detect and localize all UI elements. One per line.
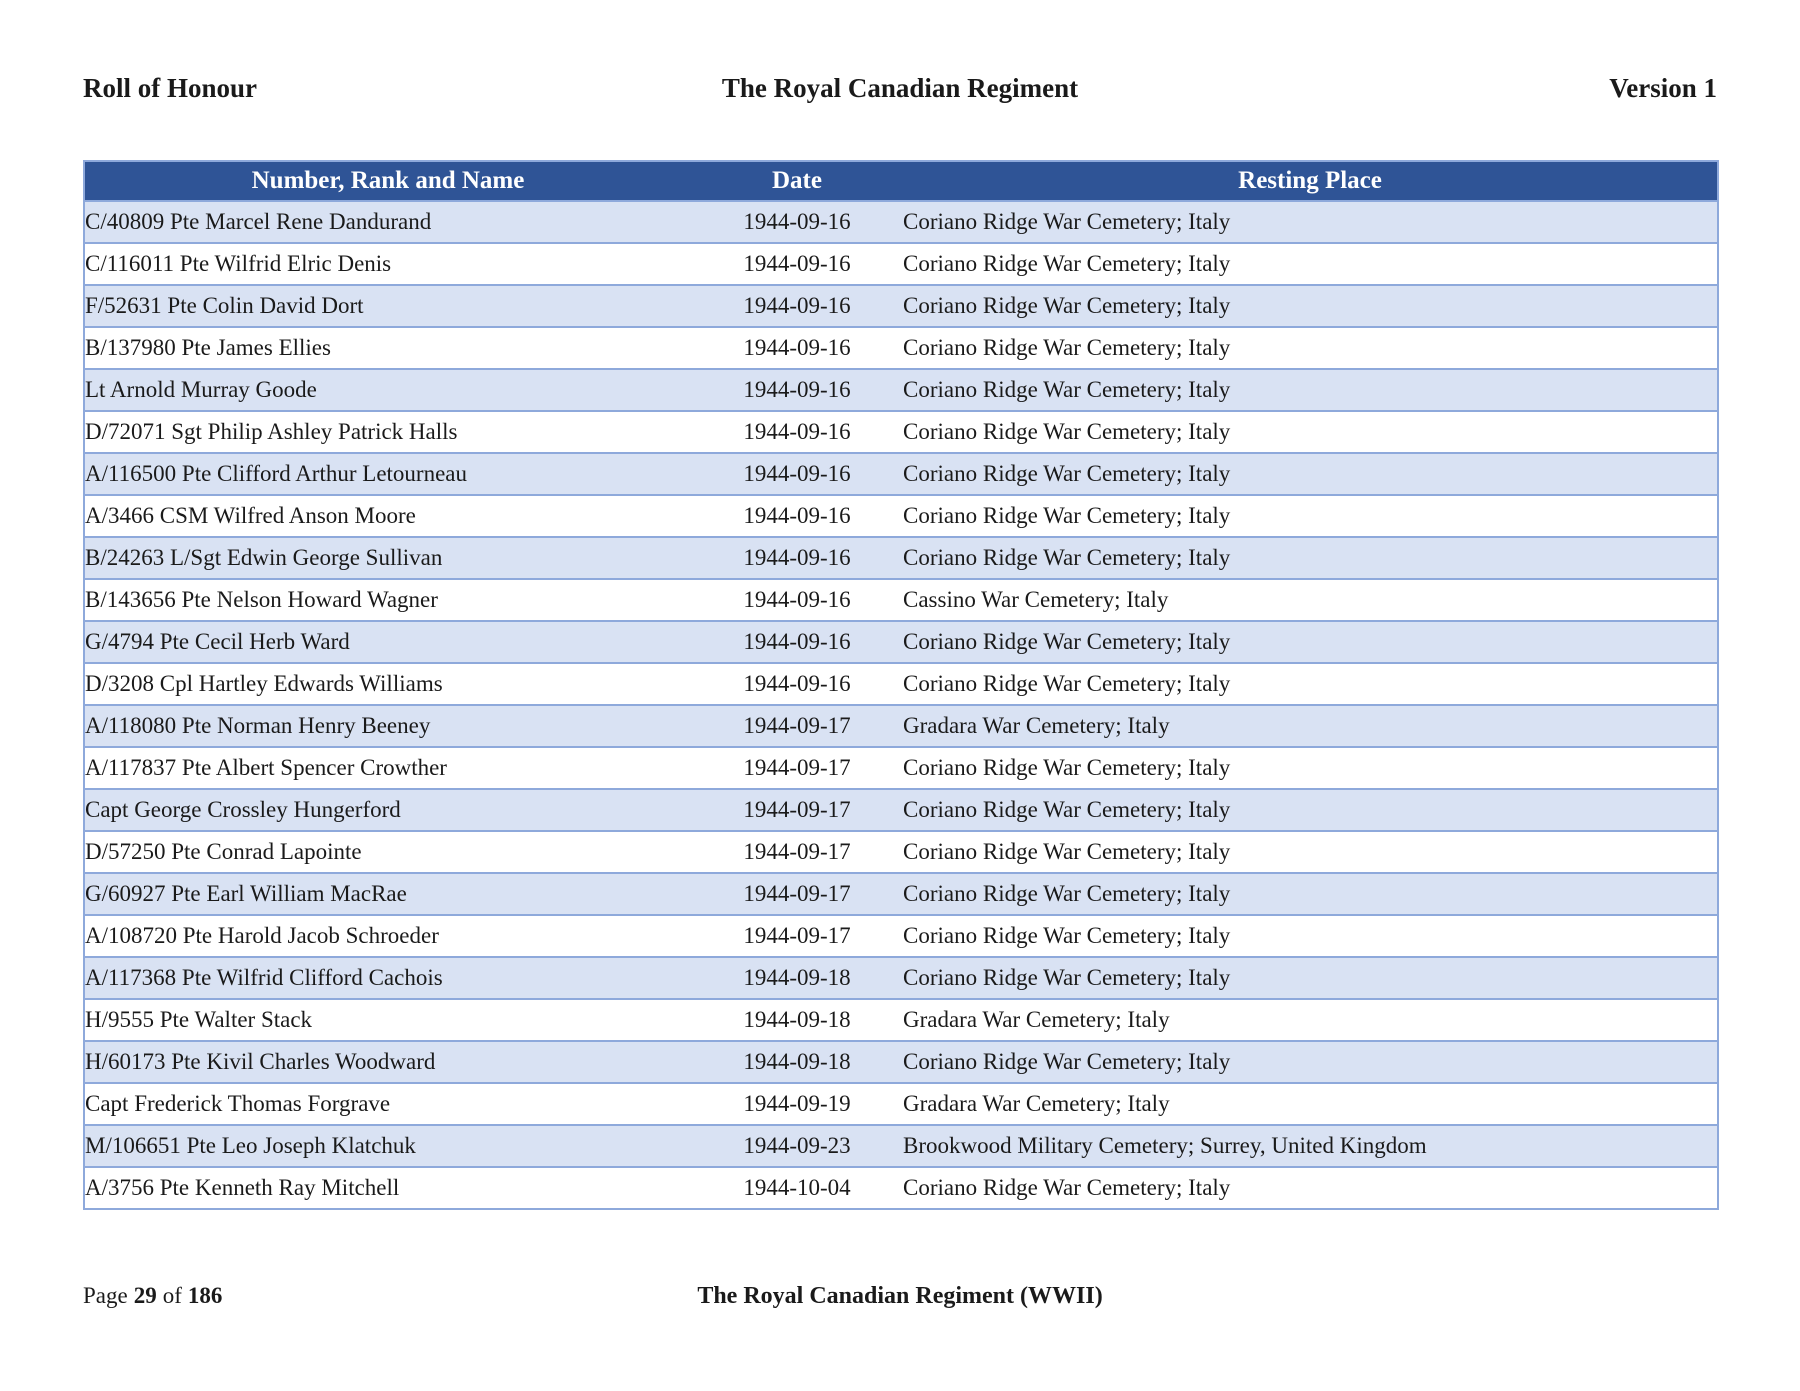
table-row — [84, 663, 1718, 705]
table-row — [84, 747, 1718, 789]
cell-number-rank-name: Lt Arnold Murray Goode — [84, 369, 691, 411]
cell-date: 1944-09-18 — [691, 957, 903, 999]
cell-resting-place: Coriano Ridge War Cemetery; Italy — [903, 957, 1718, 999]
cell-date: 1944-09-17 — [691, 705, 903, 747]
cell-number-rank-name: A/117368 Pte Wilfrid Clifford Cachois — [84, 957, 691, 999]
table-row — [84, 285, 1718, 327]
page-header — [83, 72, 1717, 104]
cell-resting-place: Coriano Ridge War Cemetery; Italy — [903, 369, 1718, 411]
cell-resting-place: Coriano Ridge War Cemetery; Italy — [903, 663, 1718, 705]
cell-resting-place: Coriano Ridge War Cemetery; Italy — [903, 915, 1718, 957]
cell-number-rank-name: H/9555 Pte Walter Stack — [84, 999, 691, 1041]
cell-date: 1944-09-16 — [691, 621, 903, 663]
table-header-row — [84, 161, 1718, 201]
table-row — [84, 243, 1718, 285]
cell-date: 1944-09-16 — [691, 411, 903, 453]
cell-number-rank-name: M/106651 Pte Leo Joseph Klatchuk — [84, 1125, 691, 1167]
column-header-number-rank-name: Number, Rank and Name — [84, 161, 691, 201]
table-row — [84, 831, 1718, 873]
cell-resting-place: Coriano Ridge War Cemetery; Italy — [903, 1041, 1718, 1083]
cell-date: 1944-09-16 — [691, 453, 903, 495]
table-row — [84, 1125, 1718, 1167]
cell-number-rank-name: A/108720 Pte Harold Jacob Schroeder — [84, 915, 691, 957]
cell-resting-place: Coriano Ridge War Cemetery; Italy — [903, 411, 1718, 453]
table-row — [84, 495, 1718, 537]
table-row — [84, 999, 1718, 1041]
cell-number-rank-name: D/72071 Sgt Philip Ashley Patrick Halls — [84, 411, 691, 453]
cell-resting-place: Coriano Ridge War Cemetery; Italy — [903, 831, 1718, 873]
cell-date: 1944-09-16 — [691, 537, 903, 579]
page-label: Page — [83, 1283, 128, 1308]
cell-number-rank-name: B/24263 L/Sgt Edwin George Sullivan — [84, 537, 691, 579]
cell-number-rank-name: G/4794 Pte Cecil Herb Ward — [84, 621, 691, 663]
page-total: 186 — [187, 1283, 223, 1308]
cell-resting-place: Coriano Ridge War Cemetery; Italy — [903, 873, 1718, 915]
cell-date: 1944-09-19 — [691, 1083, 903, 1125]
footer-regiment-title: The Royal Canadian Regiment (WWII) — [697, 1283, 1103, 1309]
cell-date: 1944-09-18 — [691, 1041, 903, 1083]
table-body — [84, 201, 1718, 1209]
cell-date: 1944-10-04 — [691, 1167, 903, 1209]
cell-number-rank-name: Capt Frederick Thomas Forgrave — [84, 1083, 691, 1125]
cell-date: 1944-09-17 — [691, 873, 903, 915]
table-row — [84, 915, 1718, 957]
cell-number-rank-name: B/143656 Pte Nelson Howard Wagner — [84, 579, 691, 621]
column-header-date: Date — [691, 161, 903, 201]
table-row — [84, 411, 1718, 453]
cell-number-rank-name: H/60173 Pte Kivil Charles Woodward — [84, 1041, 691, 1083]
cell-date: 1944-09-16 — [691, 663, 903, 705]
cell-resting-place: Coriano Ridge War Cemetery; Italy — [903, 209, 1231, 234]
cell-resting-place: Coriano Ridge War Cemetery; Italy — [903, 453, 1718, 495]
page-footer — [83, 1282, 1717, 1310]
cell-number-rank-name: G/60927 Pte Earl William MacRae — [84, 873, 691, 915]
table-row — [84, 537, 1718, 579]
doc-title: Roll of Honour — [83, 73, 258, 103]
table-row — [84, 579, 1718, 621]
cell-resting-place: Gradara War Cemetery; Italy — [903, 999, 1718, 1041]
cell-number-rank-name: A/118080 Pte Norman Henry Beeney — [84, 705, 691, 747]
cell-resting-place: Coriano Ridge War Cemetery; Italy — [903, 243, 1718, 285]
cell-resting-place: Coriano Ridge War Cemetery; Italy — [903, 747, 1718, 789]
cell-number-rank-name: A/117837 Pte Albert Spencer Crowther — [84, 747, 691, 789]
cell-resting-place: Brookwood Military Cemetery; Surrey, United Kingdom — [903, 1125, 1718, 1167]
table-row — [84, 369, 1718, 411]
table-row — [84, 1167, 1718, 1209]
cell-number-rank-name: A/116500 Pte Clifford Arthur Letourneau — [84, 453, 691, 495]
cell-resting-place: Gradara War Cemetery; Italy — [903, 705, 1718, 747]
table-row — [84, 1083, 1718, 1125]
table-row — [84, 453, 1718, 495]
cell-resting-place: Coriano Ridge War Cemetery; Italy — [903, 621, 1718, 663]
cell-date: 1944-09-23 — [691, 1125, 903, 1167]
of-label: of — [162, 1283, 182, 1308]
cell-date: 1944-09-18 — [691, 999, 903, 1041]
cell-resting-place: Cassino War Cemetery; Italy — [903, 579, 1718, 621]
cell-resting-place: Coriano Ridge War Cemetery; Italy — [903, 495, 1718, 537]
cell-resting-place: Gradara War Cemetery; Italy — [903, 1083, 1718, 1125]
page-indicator — [83, 1282, 697, 1310]
cell-resting-place: Coriano Ridge War Cemetery; Italy — [903, 537, 1718, 579]
cell-resting-place: Coriano Ridge War Cemetery; Italy — [903, 327, 1718, 369]
table-row — [84, 705, 1718, 747]
cell-date: 1944-09-16 — [691, 579, 903, 621]
table-row — [84, 327, 1718, 369]
version-label: Version 1 — [1609, 73, 1717, 103]
table-row — [84, 621, 1718, 663]
cell-number-rank-name: A/3466 CSM Wilfred Anson Moore — [84, 495, 691, 537]
page-number: 29 — [133, 1283, 157, 1308]
cell-number-rank-name: C/116011 Pte Wilfrid Elric Denis — [84, 243, 691, 285]
cell-date: 1944-09-16 — [691, 369, 903, 411]
cell-date: 1944-09-16 — [691, 243, 903, 285]
cell-date: 1944-09-17 — [691, 789, 903, 831]
cell-date: 1944-09-17 — [691, 915, 903, 957]
cell-resting-place: Coriano Ridge War Cemetery; Italy — [903, 789, 1718, 831]
table-row — [84, 957, 1718, 999]
cell-number-rank-name: B/137980 Pte James Ellies — [84, 327, 691, 369]
table-row — [84, 201, 1718, 243]
cell-number-rank-name: C/40809 Pte Marcel Rene Dandurand — [85, 209, 432, 234]
column-header-resting-place: Resting Place — [903, 161, 1718, 201]
roll-of-honour-table — [83, 160, 1719, 1210]
cell-date: 1944-09-17 — [691, 831, 903, 873]
cell-number-rank-name: D/3208 Cpl Hartley Edwards Williams — [84, 663, 691, 705]
cell-number-rank-name: D/57250 Pte Conrad Lapointe — [84, 831, 691, 873]
regiment-title: The Royal Canadian Regiment — [721, 73, 1079, 103]
cell-resting-place: Coriano Ridge War Cemetery; Italy — [903, 285, 1718, 327]
cell-date: 1944-09-17 — [691, 747, 903, 789]
cell-date: 1944-09-16 — [691, 495, 903, 537]
cell-date: 1944-09-16 — [691, 285, 903, 327]
cell-number-rank-name: F/52631 Pte Colin David Dort — [84, 285, 691, 327]
table-row — [84, 789, 1718, 831]
cell-date: 1944-09-16 — [691, 327, 903, 369]
table-row — [84, 873, 1718, 915]
cell-number-rank-name: A/3756 Pte Kenneth Ray Mitchell — [84, 1167, 691, 1209]
cell-number-rank-name: Capt George Crossley Hungerford — [84, 789, 691, 831]
cell-resting-place: Coriano Ridge War Cemetery; Italy — [903, 1167, 1718, 1209]
table-row — [84, 1041, 1718, 1083]
cell-date: 1944-09-16 — [743, 209, 851, 234]
